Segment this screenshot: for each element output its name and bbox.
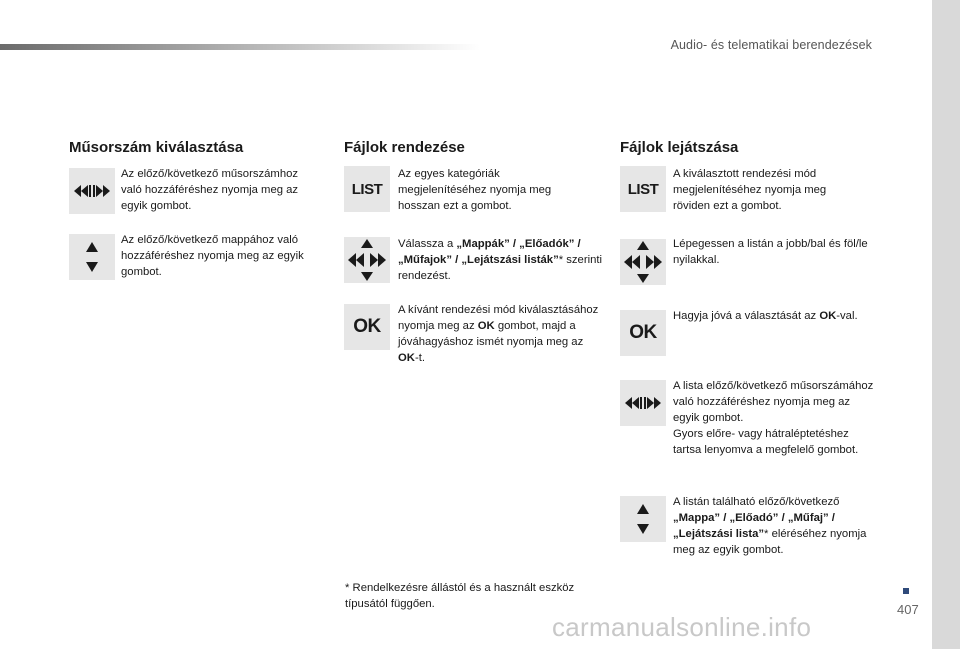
desc-folder-prev-next: Az előző/következő mappához való hozzáféréshez nyomja meg az egyik gombot. <box>121 234 304 278</box>
page-marker <box>903 588 909 594</box>
desc-show-sorting-mode: A kiválasztott rendezési mód megjelenítéséhez nyomja meg röviden ezt a gombot. <box>673 168 827 212</box>
left-right-arrows-icon <box>620 380 666 426</box>
desc-show-categories: Az egyes kategóriák megjelenítéséhez nyomja meg hosszan ezt a gombot. <box>398 168 552 212</box>
desc-track-prev-next: Az előző/következő műsorszámhoz való hozzáféréshez nyomja meg az egyik gombot. <box>121 168 299 212</box>
chapter-title: Audio- és telematikai berendezések <box>670 38 872 52</box>
list-button-icon <box>620 166 666 212</box>
left-right-arrows-icon <box>69 168 115 214</box>
list-button-icon <box>344 166 390 212</box>
footnote: * Rendelkezésre állástól és a használt eszköz típusától függően. <box>345 582 575 610</box>
desc-list-folder-prev-next: A listán található előző/következő „Mappa” / „Előadó” / „Műfaj” / „Lejátszási lista”* eléréséhez nyomja meg az egyik gombot. <box>673 496 867 556</box>
column-title-file-playback: Fájlok lejátszása <box>620 139 739 156</box>
list-button-label: LIST <box>627 180 659 198</box>
desc-list-track-prev-next: A lista előző/következő műsorszámához való hozzáféréshez nyomja meg az egyik gombot. Gyors előre- vagy hátraléptetéshez tartsa lenyomva a megfelelő gombot. <box>673 380 874 456</box>
header-gradient-rule <box>0 44 480 50</box>
desc-select-sorting: Válassza a „Mappák” / „Előadók” / „Műfajok” / „Lejátszási listák”* szerinti rendezést. <box>398 238 603 282</box>
four-way-arrows-icon <box>620 239 666 285</box>
desc-confirm-sorting: A kívánt rendezési mód kiválasztásához nyomja meg az OK gombot, majd a jóváhagyáshoz ismét nyomja meg az OK-t. <box>398 304 599 364</box>
ok-button-label: OK <box>353 316 381 337</box>
ok-button-icon <box>344 304 390 350</box>
four-way-arrows-icon <box>344 237 390 283</box>
ok-button-icon <box>620 310 666 356</box>
ok-button-label: OK <box>629 322 657 343</box>
list-button-label: LIST <box>351 180 383 198</box>
desc-confirm-selection: Hagyja jóvá a választását az OK-val. <box>673 310 858 322</box>
page-side-strip <box>932 0 960 649</box>
column-title-file-sorting: Fájlok rendezése <box>344 139 465 156</box>
page-number: 407 <box>897 602 919 617</box>
desc-navigate-list: Lépegessen a listán a jobb/bal és föl/le nyilakkal. <box>673 238 868 266</box>
up-down-arrows-icon <box>620 496 666 542</box>
up-down-arrows-icon <box>69 234 115 280</box>
watermark: carmanualsonline.info <box>552 612 812 642</box>
column-title-track-selection: Műsorszám kiválasztása <box>69 139 244 156</box>
